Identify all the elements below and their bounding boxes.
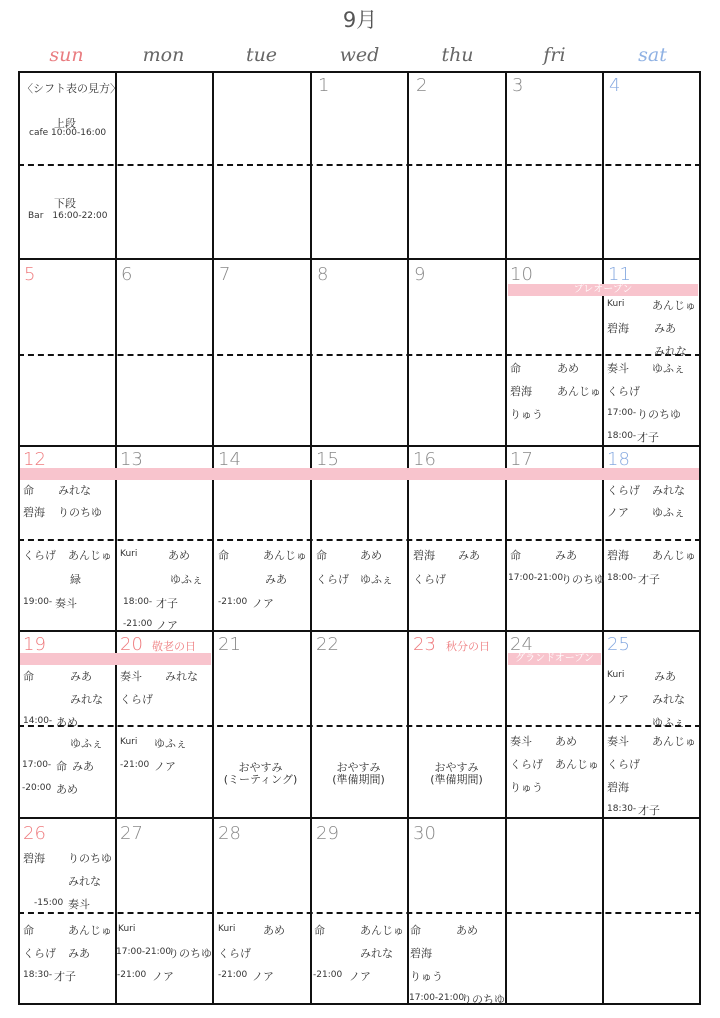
shift-entry: 奏斗 xyxy=(55,597,77,610)
shift-entry: -21:00 xyxy=(120,760,150,770)
legend-lower-label: 下段 xyxy=(54,197,76,210)
event-label-pre-open: プレオープン xyxy=(573,284,633,295)
shift-entry: みれな xyxy=(68,875,101,888)
shift-entry: 17:00- xyxy=(22,760,52,770)
week-divider xyxy=(18,817,701,819)
shift-entry: 17:00- xyxy=(607,408,637,418)
shift-entry: みれな xyxy=(652,484,685,497)
legend-lower-detail: Bar 16:00-22:00 xyxy=(28,211,108,221)
shift-entry: 才子 xyxy=(638,573,660,586)
column-divider xyxy=(505,71,507,1005)
closed-note: (準備期間) xyxy=(332,773,385,786)
shift-entry: くらげ xyxy=(23,549,56,562)
shift-entry: 奏斗 xyxy=(607,735,629,748)
day-number: 11 xyxy=(608,264,631,285)
shift-entry: 碧海 xyxy=(510,385,532,398)
day-number: 29 xyxy=(316,823,339,844)
shift-entry: あめ xyxy=(557,362,579,375)
shift-entry: りゅう xyxy=(410,970,443,983)
legend-heading: 〈シフト表の見方〉 xyxy=(22,82,121,95)
day-number: 28 xyxy=(218,823,241,844)
day-number: 7 xyxy=(219,264,231,285)
shift-entry: 命 xyxy=(510,549,521,562)
shift-entry: あめ xyxy=(56,783,78,796)
day-number: 4 xyxy=(609,75,621,96)
shift-entry: あめ xyxy=(456,924,478,937)
day-number: 21 xyxy=(218,634,241,655)
shift-entry: みれな xyxy=(165,670,198,683)
shift-divider xyxy=(18,912,701,914)
shift-entry: ノア xyxy=(252,970,274,983)
shift-entry: くらげ xyxy=(316,573,349,586)
day-number: 13 xyxy=(120,449,143,470)
column-divider xyxy=(310,71,312,1005)
shift-entry: 碧海 xyxy=(23,852,45,865)
shift-entry: ゆふぇ xyxy=(154,737,187,750)
calendar-grid xyxy=(18,71,701,1005)
week-divider xyxy=(18,258,701,260)
shift-entry: 緑 xyxy=(70,573,81,586)
shift-entry: りのちゆ xyxy=(58,506,102,519)
shift-entry: みあ xyxy=(654,322,676,335)
closed-note: (準備期間) xyxy=(430,773,483,786)
shift-entry: ゆふぇ xyxy=(652,362,685,375)
shift-entry: Kuri xyxy=(607,299,625,309)
shift-entry: 17:00-21:00 xyxy=(409,993,465,1003)
shift-entry: 碧海 xyxy=(410,947,432,960)
week-divider xyxy=(18,445,701,447)
day-number: 3 xyxy=(512,75,524,96)
shift-entry: -21:00 xyxy=(313,970,343,980)
shift-entry: ノア xyxy=(607,693,629,706)
weekday-thu: thu xyxy=(441,44,474,66)
event-band xyxy=(20,653,211,665)
shift-entry: みれな xyxy=(58,484,91,497)
shift-entry: 命 xyxy=(23,924,34,937)
weekday-sun: sun xyxy=(49,44,84,66)
column-divider xyxy=(212,71,214,1005)
shift-entry: みれな xyxy=(652,693,685,706)
shift-entry: 命 xyxy=(410,924,421,937)
shift-entry: あんじゅ xyxy=(555,758,599,771)
shift-entry: 命 xyxy=(316,549,327,562)
shift-entry: みあ xyxy=(654,670,676,683)
shift-entry: 才子 xyxy=(156,597,178,610)
day-number: 1 xyxy=(318,75,330,96)
shift-entry: Kuri xyxy=(218,924,236,934)
shift-entry: -21:00 xyxy=(117,970,147,980)
shift-entry: 碧海 xyxy=(607,781,629,794)
shift-entry: あんじゅ xyxy=(68,924,112,937)
shift-entry: くらげ xyxy=(607,484,640,497)
shift-entry: ゆふぇ xyxy=(652,716,685,729)
day-number: 18 xyxy=(607,449,630,470)
shift-entry: 命 xyxy=(56,760,67,773)
shift-entry: あめ xyxy=(168,549,190,562)
day-number: 9 xyxy=(414,264,426,285)
shift-entry: Kuri xyxy=(120,549,138,559)
legend-upper-detail: cafe 10:00-16:00 xyxy=(29,128,107,138)
day-number: 5 xyxy=(24,264,36,285)
event-label-grand-open: グランドオープン xyxy=(515,653,594,664)
shift-divider xyxy=(18,725,701,727)
day-number: 12 xyxy=(23,449,46,470)
shift-entry: 碧海 xyxy=(413,549,435,562)
shift-entry: ノア xyxy=(152,970,174,983)
day-number: 17 xyxy=(510,449,533,470)
shift-entry: 17:00-21:00 xyxy=(116,947,172,957)
day-number: 19 xyxy=(23,634,46,655)
shift-entry: あんじゅ xyxy=(360,924,404,937)
shift-entry: 18:00- xyxy=(607,573,637,583)
shift-entry: みあ xyxy=(555,549,577,562)
shift-entry: くらげ xyxy=(413,573,446,586)
shift-entry: ゆふぇ xyxy=(652,506,685,519)
weekday-mon: mon xyxy=(142,44,185,66)
shift-entry: -21:00 xyxy=(218,970,248,980)
shift-entry: Kuri xyxy=(607,670,625,680)
day-number: 8 xyxy=(317,264,329,285)
shift-entry: ノア xyxy=(349,970,371,983)
shift-entry: りのちゆ xyxy=(461,993,505,1006)
shift-entry: -15:00 xyxy=(34,898,64,908)
shift-entry: あんじゅ xyxy=(263,549,307,562)
shift-entry: ゆふぇ xyxy=(70,737,103,750)
shift-entry: 碧海 xyxy=(23,506,45,519)
shift-entry: -20:00 xyxy=(22,783,52,793)
weekday-sat: sat xyxy=(638,44,667,66)
shift-entry: -21:00 xyxy=(218,597,248,607)
shift-entry: 才子 xyxy=(54,970,76,983)
shift-entry: 18:00- xyxy=(607,431,637,441)
shift-entry: 奏斗 xyxy=(510,735,532,748)
day-number: 10 xyxy=(510,264,533,285)
day-number: 20 xyxy=(120,634,143,655)
column-divider xyxy=(115,71,117,1005)
shift-entry: りのちゆ xyxy=(561,573,605,586)
shift-entry: 奏斗 xyxy=(68,898,90,911)
shift-entry: あめ xyxy=(555,735,577,748)
shift-entry: ノア xyxy=(252,597,274,610)
shift-entry: 18:30- xyxy=(23,970,53,980)
day-number: 22 xyxy=(316,634,339,655)
shift-entry: 碧海 xyxy=(607,549,629,562)
shift-entry: あんじゅ xyxy=(68,549,112,562)
shift-entry: りのちゆ xyxy=(68,852,112,865)
shift-entry: ゆふぇ xyxy=(360,573,393,586)
shift-entry: くらげ xyxy=(120,693,153,706)
day-number: 26 xyxy=(23,823,46,844)
day-number: 25 xyxy=(607,634,630,655)
day-number: 30 xyxy=(413,823,436,844)
shift-entry: Kuri xyxy=(120,737,138,747)
shift-entry: 命 xyxy=(23,484,34,497)
shift-entry: くらげ xyxy=(607,385,640,398)
day-number: 15 xyxy=(316,449,339,470)
shift-entry: あんじゅ xyxy=(557,385,601,398)
closed-label: おやすみ xyxy=(238,761,283,774)
shift-entry: 奏斗 xyxy=(607,362,629,375)
shift-entry: 才子 xyxy=(637,431,659,444)
page-title: 9月 xyxy=(342,8,378,32)
shift-entry: くらげ xyxy=(510,758,543,771)
closed-note: (ミーティング) xyxy=(223,773,298,786)
shift-entry: 命 xyxy=(314,924,325,937)
shift-entry: みあ xyxy=(68,947,90,960)
shift-divider xyxy=(18,539,701,541)
shift-entry: 命 xyxy=(510,362,521,375)
shift-entry: りのちゆ xyxy=(637,408,681,421)
shift-entry: ノア xyxy=(154,760,176,773)
shift-entry: みあ xyxy=(458,549,480,562)
closed-label: おやすみ xyxy=(336,761,381,774)
shift-entry: あんじゅ xyxy=(652,549,696,562)
day-number: 14 xyxy=(218,449,241,470)
shift-divider xyxy=(18,354,701,356)
column-divider xyxy=(602,71,604,1005)
shift-entry: 命 xyxy=(218,549,229,562)
shift-entry: 17:00-21:00 xyxy=(508,573,564,583)
holiday-label: 秋分の日 xyxy=(446,640,490,653)
day-number: 23 xyxy=(413,634,436,655)
shift-entry: ノア xyxy=(156,619,178,632)
shift-entry: 碧海 xyxy=(607,322,629,335)
holiday-label: 敬老の日 xyxy=(152,640,196,653)
weekday-fri: fri xyxy=(543,44,566,66)
shift-entry: りゅう xyxy=(510,408,543,421)
shift-entry: 18:00- xyxy=(123,597,153,607)
shift-entry: あんじゅ xyxy=(652,735,696,748)
shift-entry: 14:00- xyxy=(23,716,53,726)
closed-label: おやすみ xyxy=(434,761,479,774)
shift-entry: みあ xyxy=(72,760,94,773)
shift-entry: りゅう xyxy=(510,781,543,794)
day-number: 27 xyxy=(120,823,143,844)
day-number: 2 xyxy=(416,75,428,96)
shift-entry: -21:00 xyxy=(123,619,153,629)
shift-entry: くらげ xyxy=(23,947,56,960)
shift-entry: みれな xyxy=(70,693,103,706)
shift-entry: 才子 xyxy=(638,804,660,817)
shift-entry: みれな xyxy=(360,947,393,960)
shift-entry: 奏斗 xyxy=(120,670,142,683)
shift-entry: Kuri xyxy=(118,924,136,934)
shift-entry: くらげ xyxy=(607,758,640,771)
shift-entry: みあ xyxy=(265,573,287,586)
shift-entry: あめ xyxy=(56,716,78,729)
shift-entry: りのちゆ xyxy=(168,947,212,960)
shift-entry: あめ xyxy=(263,924,285,937)
shift-entry: ゆふぇ xyxy=(170,573,203,586)
shift-entry: あめ xyxy=(360,549,382,562)
column-divider xyxy=(407,71,409,1005)
shift-entry: あんじゅ xyxy=(652,299,696,312)
legend-upper-label: 上段 xyxy=(54,117,76,130)
week-divider xyxy=(18,630,701,632)
shift-entry: 19:00- xyxy=(23,597,53,607)
shift-entry: ノア xyxy=(607,506,629,519)
shift-entry: 命 xyxy=(23,670,34,683)
day-number: 16 xyxy=(413,449,436,470)
day-number: 24 xyxy=(510,634,533,655)
weekday-wed: wed xyxy=(339,44,380,66)
shift-divider xyxy=(18,164,701,166)
shift-entry: みれな xyxy=(654,345,687,358)
shift-entry: 18:30- xyxy=(607,804,637,814)
shift-entry: くらげ xyxy=(218,947,251,960)
shift-entry: みあ xyxy=(70,670,92,683)
weekday-tue: tue xyxy=(245,44,278,66)
day-number: 6 xyxy=(121,264,133,285)
